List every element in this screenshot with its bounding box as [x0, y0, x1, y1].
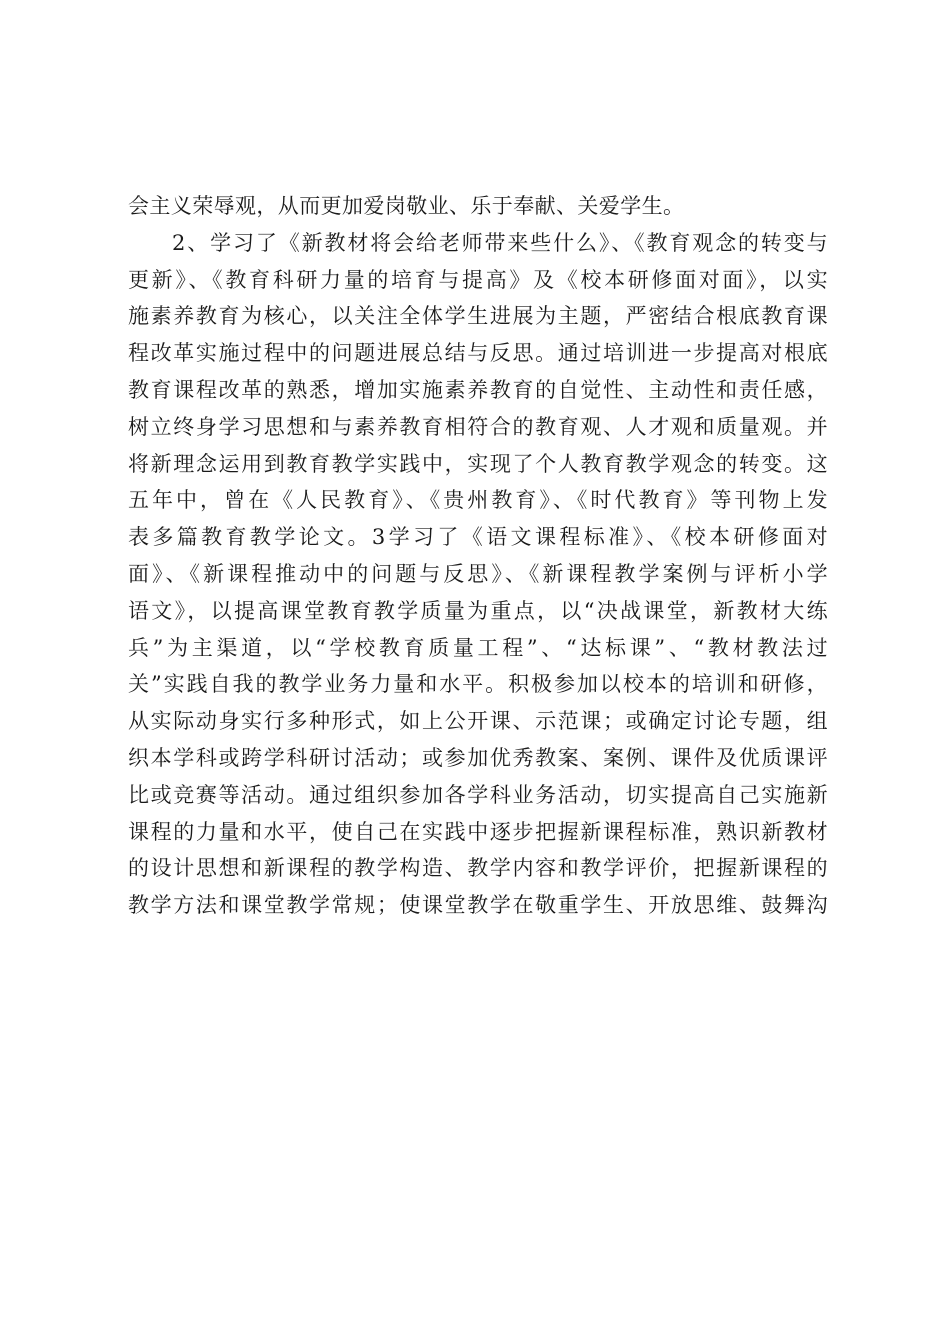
text-line-16: 织本学科或跨学科研讨活动；或参加优秀教案、案例、课件及优质课评 — [128, 745, 828, 770]
text-line-2: 2、学习了《新教材将会给老师带来些什么》、《教育观念的转变与 — [172, 230, 828, 255]
text-line-3: 更新》、《教育科研力量的培育与提高》及《校本研修面对面》，以实 — [128, 267, 828, 292]
text-line-6: 教育课程改革的熟悉，增加实施素养教育的自觉性、主动性和责任感， — [128, 377, 828, 402]
text-line-14: 关”实践自我的教学业务力量和水平。积极参加以校本的培训和研修， — [128, 672, 828, 697]
text-line-20: 教学方法和课堂教学常规；使课堂教学在敬重学生、开放思维、鼓舞沟 — [128, 893, 828, 918]
text-line-13: 兵”为主渠道，以“学校教育质量工程”、“达标课”、“教材教法过 — [128, 635, 828, 660]
text-line-8: 将新理念运用到教育教学实践中，实现了个人教育教学观念的转变。这 — [128, 451, 828, 476]
body-text — [128, 188, 828, 924]
text-line-19: 的设计思想和新课程的教学构造、教学内容和教学评价，把握新课程的 — [128, 856, 828, 881]
text-line-7: 树立终身学习思想和与素养教育相符合的教育观、人才观和质量观。并 — [128, 414, 828, 439]
text-line-1: 会主义荣辱观，从而更加爱岗敬业、乐于奉献、关爱学生。 — [128, 194, 685, 218]
text-line-10: 表多篇教育教学论文。3学习了《语文课程标准》、《校本研修面对 — [128, 525, 828, 550]
text-line-4: 施素养教育为核心，以关注全体学生进展为主题，严密结合根底教育课 — [128, 304, 828, 329]
text-line-9: 五年中，曾在《人民教育》、《贵州教育》、《时代教育》等刊物上发 — [128, 488, 828, 513]
text-line-18: 课程的力量和水平，使自己在实践中逐步把握新课程标准，熟识新教材 — [128, 819, 828, 844]
text-line-5: 程改革实施过程中的问题进展总结与反思。通过培训进一步提高对根底 — [128, 341, 828, 366]
text-line-17: 比或竞赛等活动。通过组织参加各学科业务活动，切实提高自己实施新 — [128, 782, 828, 807]
text-line-12: 语文》，以提高课堂教育教学质量为重点，以“决战课堂，新教材大练 — [128, 598, 828, 623]
text-line-11: 面》、《新课程推动中的问题与反思》、《新课程教学案例与评析小学 — [128, 561, 828, 586]
text-line-15: 从实际动身实行多种形式，如上公开课、示范课；或确定讨论专题，组 — [128, 709, 828, 734]
